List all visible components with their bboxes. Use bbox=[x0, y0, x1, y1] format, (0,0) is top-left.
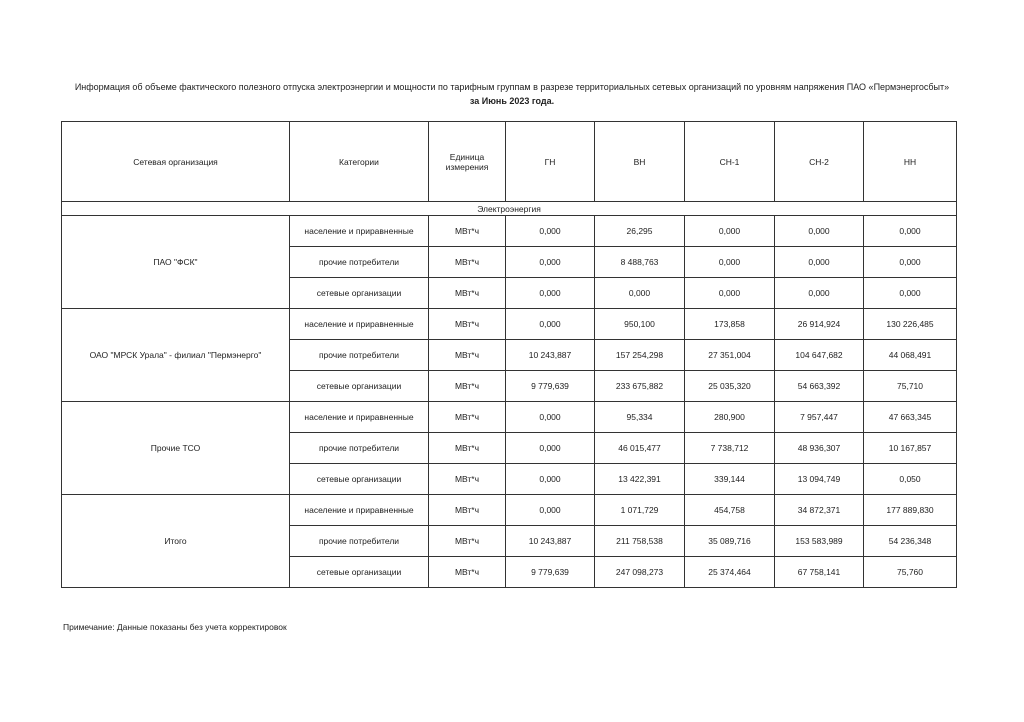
value-cell: 0,000 bbox=[595, 278, 685, 309]
value-cell: 153 583,989 bbox=[775, 526, 864, 557]
value-cell: 247 098,273 bbox=[595, 557, 685, 588]
value-cell: 0,000 bbox=[506, 216, 595, 247]
value-cell: 7 738,712 bbox=[685, 433, 775, 464]
value-cell: 34 872,371 bbox=[775, 495, 864, 526]
section-label: Электроэнергия bbox=[62, 202, 957, 216]
unit-cell: МВт*ч bbox=[429, 278, 506, 309]
unit-cell: МВт*ч bbox=[429, 402, 506, 433]
header-unit: Единица измерения bbox=[429, 122, 506, 202]
header-row bbox=[62, 122, 957, 202]
value-cell: 25 374,464 bbox=[685, 557, 775, 588]
value-cell: 13 422,391 bbox=[595, 464, 685, 495]
category-cell: население и приравненные bbox=[290, 495, 429, 526]
category-cell: сетевые организации bbox=[290, 371, 429, 402]
organization-name: ОАО "МРСК Урала" - филиал "Пермэнерго" bbox=[62, 309, 290, 402]
value-cell: 104 647,682 bbox=[775, 340, 864, 371]
unit-cell: МВт*ч bbox=[429, 247, 506, 278]
unit-cell: МВт*ч bbox=[429, 340, 506, 371]
value-cell: 54 236,348 bbox=[864, 526, 957, 557]
value-cell: 44 068,491 bbox=[864, 340, 957, 371]
category-cell: прочие потребители bbox=[290, 526, 429, 557]
value-cell: 54 663,392 bbox=[775, 371, 864, 402]
value-cell: 0,000 bbox=[506, 278, 595, 309]
value-cell: 67 758,141 bbox=[775, 557, 864, 588]
footnote: Примечание: Данные показаны без учета корректировок bbox=[63, 622, 287, 632]
value-cell: 0,000 bbox=[685, 216, 775, 247]
category-cell: прочие потребители bbox=[290, 340, 429, 371]
value-cell: 0,000 bbox=[775, 216, 864, 247]
value-cell: 1 071,729 bbox=[595, 495, 685, 526]
category-cell: население и приравненные bbox=[290, 309, 429, 340]
value-cell: 8 488,763 bbox=[595, 247, 685, 278]
table-row bbox=[62, 495, 957, 526]
value-cell: 10 243,887 bbox=[506, 526, 595, 557]
value-cell: 7 957,447 bbox=[775, 402, 864, 433]
value-cell: 47 663,345 bbox=[864, 402, 957, 433]
unit-cell: МВт*ч bbox=[429, 216, 506, 247]
table-row bbox=[62, 309, 957, 340]
value-cell: 0,000 bbox=[775, 247, 864, 278]
header-nn: НН bbox=[864, 122, 957, 202]
unit-cell: МВт*ч bbox=[429, 464, 506, 495]
value-cell: 48 936,307 bbox=[775, 433, 864, 464]
unit-cell: МВт*ч bbox=[429, 309, 506, 340]
header-sn2: СН-2 bbox=[775, 122, 864, 202]
category-cell: сетевые организации bbox=[290, 557, 429, 588]
value-cell: 25 035,320 bbox=[685, 371, 775, 402]
category-cell: прочие потребители bbox=[290, 247, 429, 278]
value-cell: 0,000 bbox=[506, 433, 595, 464]
value-cell: 95,334 bbox=[595, 402, 685, 433]
unit-cell: МВт*ч bbox=[429, 526, 506, 557]
organization-name: Итого bbox=[62, 495, 290, 588]
value-cell: 0,000 bbox=[506, 464, 595, 495]
title-line-1: Информация об объеме фактического полезного отпуска электроэнергии и мощности по тарифным группам в разрезе территориальных сетевых организаций по уровням напряжения ПАО «Пермэнергосбыт» bbox=[74, 82, 950, 92]
header-network-org: Сетевая организация bbox=[62, 122, 290, 202]
value-cell: 75,710 bbox=[864, 371, 957, 402]
value-cell: 13 094,749 bbox=[775, 464, 864, 495]
table-row bbox=[62, 402, 957, 433]
value-cell: 0,000 bbox=[864, 216, 957, 247]
value-cell: 280,900 bbox=[685, 402, 775, 433]
category-cell: сетевые организации bbox=[290, 278, 429, 309]
value-cell: 26 914,924 bbox=[775, 309, 864, 340]
value-cell: 0,000 bbox=[864, 247, 957, 278]
value-cell: 130 226,485 bbox=[864, 309, 957, 340]
value-cell: 9 779,639 bbox=[506, 557, 595, 588]
energy-table bbox=[61, 121, 957, 588]
table-row bbox=[62, 216, 957, 247]
value-cell: 173,858 bbox=[685, 309, 775, 340]
value-cell: 0,000 bbox=[506, 495, 595, 526]
organization-name: ПАО "ФСК" bbox=[62, 216, 290, 309]
value-cell: 0,000 bbox=[506, 247, 595, 278]
header-category: Категории bbox=[290, 122, 429, 202]
value-cell: 950,100 bbox=[595, 309, 685, 340]
category-cell: население и приравненные bbox=[290, 216, 429, 247]
value-cell: 211 758,538 bbox=[595, 526, 685, 557]
category-cell: прочие потребители bbox=[290, 433, 429, 464]
unit-cell: МВт*ч bbox=[429, 557, 506, 588]
value-cell: 0,050 bbox=[864, 464, 957, 495]
value-cell: 27 351,004 bbox=[685, 340, 775, 371]
value-cell: 233 675,882 bbox=[595, 371, 685, 402]
value-cell: 46 015,477 bbox=[595, 433, 685, 464]
value-cell: 75,760 bbox=[864, 557, 957, 588]
value-cell: 339,144 bbox=[685, 464, 775, 495]
header-gn: ГН bbox=[506, 122, 595, 202]
header-vn: ВН bbox=[595, 122, 685, 202]
value-cell: 9 779,639 bbox=[506, 371, 595, 402]
value-cell: 0,000 bbox=[685, 278, 775, 309]
unit-cell: МВт*ч bbox=[429, 371, 506, 402]
unit-cell: МВт*ч bbox=[429, 495, 506, 526]
value-cell: 0,000 bbox=[506, 309, 595, 340]
section-row bbox=[62, 202, 957, 216]
unit-cell: МВт*ч bbox=[429, 433, 506, 464]
value-cell: 10 167,857 bbox=[864, 433, 957, 464]
value-cell: 35 089,716 bbox=[685, 526, 775, 557]
value-cell: 0,000 bbox=[864, 278, 957, 309]
value-cell: 10 243,887 bbox=[506, 340, 595, 371]
value-cell: 157 254,298 bbox=[595, 340, 685, 371]
category-cell: население и приравненные bbox=[290, 402, 429, 433]
title-line-2: за Июнь 2023 года. bbox=[469, 96, 555, 106]
value-cell: 26,295 bbox=[595, 216, 685, 247]
category-cell: сетевые организации bbox=[290, 464, 429, 495]
document-title bbox=[0, 80, 1024, 108]
value-cell: 177 889,830 bbox=[864, 495, 957, 526]
header-sn1: СН-1 bbox=[685, 122, 775, 202]
value-cell: 454,758 bbox=[685, 495, 775, 526]
value-cell: 0,000 bbox=[506, 402, 595, 433]
value-cell: 0,000 bbox=[775, 278, 864, 309]
organization-name: Прочие ТСО bbox=[62, 402, 290, 495]
value-cell: 0,000 bbox=[685, 247, 775, 278]
